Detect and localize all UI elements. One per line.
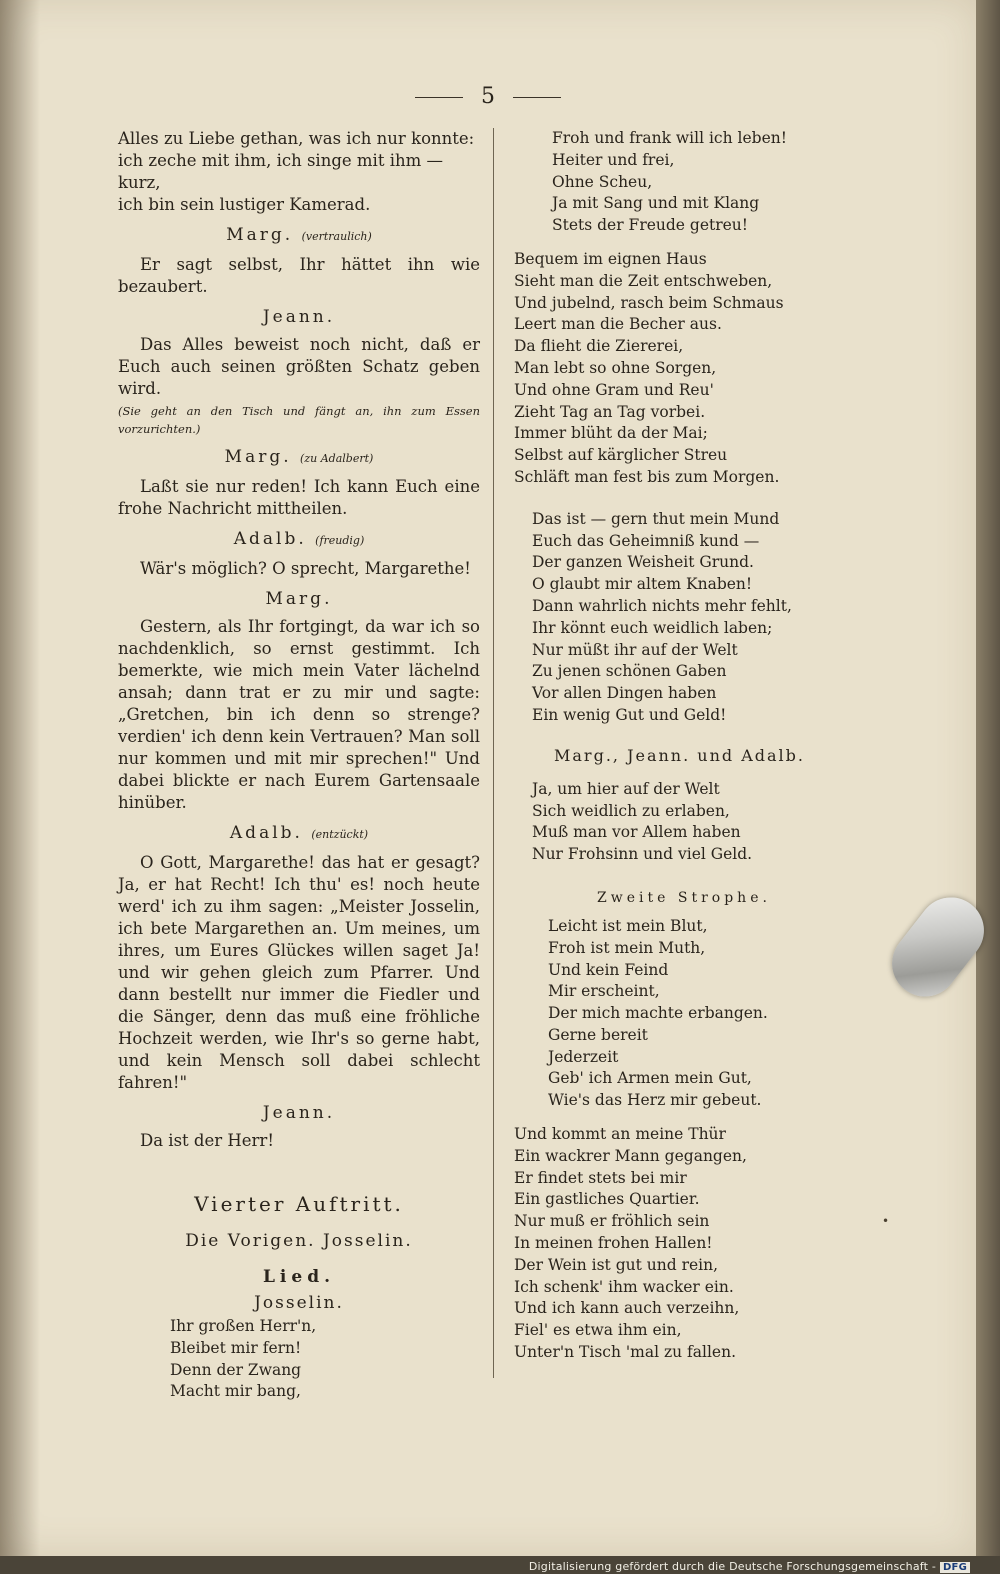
verse-line: Heiter und frei,: [552, 150, 675, 169]
verse-line: Leert man die Becher aus.: [514, 315, 722, 334]
speaker-name: Marg.: [224, 447, 292, 467]
verse-block-3: [532, 509, 814, 727]
speaker-jeann: [118, 306, 480, 328]
stage-note: (vertraulich): [301, 230, 372, 243]
verse-line: Gerne bereit: [548, 1025, 648, 1044]
verse-line: Bequem im eignen Haus: [514, 249, 707, 268]
verse-line: Vor allen Dingen haben: [532, 684, 717, 703]
verse-line: Ich schenk' ihm wacker ein.: [514, 1277, 734, 1296]
verse-line: Der Wein ist gut und rein,: [514, 1255, 719, 1274]
song-singer: Josselin.: [254, 1293, 344, 1313]
verse-block-5: [548, 916, 814, 1112]
paragraph-1-line: ich bin sein lustiger Kamerad.: [118, 195, 371, 214]
speaker-name: Jeann.: [262, 1103, 336, 1123]
verse-line: Zieht Tag an Tag vorbei.: [514, 402, 706, 421]
left-column: [118, 128, 480, 1403]
verse-line: Zu jenen schönen Gaben: [532, 662, 727, 681]
verse-line: Denn der Zwang: [170, 1360, 302, 1379]
verse-line: Leicht ist mein Blut,: [548, 916, 708, 935]
verse-line: Sich weidlich zu erlaben,: [532, 801, 730, 820]
verse-line: Macht mir bang,: [170, 1382, 301, 1401]
song-title: Lied.: [262, 1267, 336, 1287]
stage-direction: (Sie geht an den Tisch und fängt an, ihn zum Essen vorzurichten.): [118, 404, 480, 436]
speaker-marg: [118, 224, 480, 248]
verse-line: Bleibet mir fern!: [170, 1338, 302, 1357]
strophe-heading: Zweite Strophe.: [597, 889, 771, 906]
verse-line: Und ohne Gram und Reu': [514, 380, 714, 399]
verse-line: Froh ist mein Muth,: [548, 938, 706, 957]
paragraph-1: [118, 128, 480, 216]
dfg-logo: DFG: [940, 1562, 970, 1573]
verse-line: Er findet stets bei mir: [514, 1168, 687, 1187]
verse-line: Nur Frohsinn und viel Geld.: [532, 845, 753, 864]
dfg-credit: [529, 1560, 970, 1573]
column-divider: [493, 128, 494, 1378]
verse-line: Nur müßt ihr auf der Welt: [532, 640, 738, 659]
verse-block-1: [552, 128, 814, 237]
page-number-text: 5: [481, 84, 495, 109]
page-binding-shadow: [0, 0, 40, 1556]
verse-line: Das ist — gern thut mein Mund: [532, 509, 780, 528]
verse-line: In meinen frohen Hallen!: [514, 1234, 713, 1253]
speaker-jeann: [118, 1102, 480, 1124]
verse-line: Und ich kann auch verzeihn,: [514, 1299, 740, 1318]
verse-line: Unter'n Tisch 'mal zu fallen.: [514, 1343, 737, 1362]
verse-line: Sieht man die Zeit entschweben,: [514, 271, 773, 290]
paragraph-3: Das Alles beweist noch nicht, daß er Euch auch seinen größten Schatz geben wird.: [118, 335, 480, 398]
paragraph-1-line: Alles zu Liebe gethan, was ich nur konnte:: [118, 129, 475, 148]
verse-line: Selbst auf kärglicher Streu: [514, 446, 728, 465]
verse-line: Und kommt an meine Thür: [514, 1125, 726, 1144]
speaker-adalb: [118, 528, 480, 552]
page-number-rule-left: [415, 97, 463, 98]
dfg-credit-text: Digitalisierung gefördert durch die Deutsche Forschungsgemeinschaft -: [528, 1560, 937, 1573]
verse-line: Ohne Scheu,: [552, 172, 653, 191]
paragraph-4: Laßt sie nur reden! Ich kann Euch eine frohe Nachricht mittheilen.: [118, 477, 480, 518]
verse-line: Stets der Freude getreu!: [552, 216, 749, 235]
verse-line: Wie's das Herz mir gebeut.: [548, 1091, 762, 1110]
verse-line: Da flieht die Ziererei,: [514, 337, 684, 356]
verse-line: Ja, um hier auf der Welt: [532, 779, 720, 798]
verse-block-4: [532, 779, 814, 866]
print-mark: •: [882, 1214, 890, 1228]
paragraph-5: Wär's möglich? O sprecht, Margarethe!: [140, 559, 471, 578]
verse-line: Muß man vor Allem haben: [532, 823, 741, 842]
verse-line: Der ganzen Weisheit Grund.: [532, 553, 754, 572]
verse-line: Dann wahrlich nichts mehr fehlt,: [532, 596, 792, 615]
verse-line: Fiel' es etwa ihm ein,: [514, 1321, 682, 1340]
speaker-name: Jeann.: [262, 307, 336, 327]
trio-heading: Marg., Jeann. und Adalb.: [554, 745, 805, 765]
verse-line: Mir erscheint,: [548, 982, 660, 1001]
scene-title: Vierter Auftritt.: [194, 1192, 404, 1216]
verse-line: Ja mit Sang und mit Klang: [552, 194, 760, 213]
speaker-name: Marg.: [226, 225, 294, 245]
paragraph-7: O Gott, Margarethe! das hat er gesagt? Ja, er hat Recht! Ich thu' es! noch heute werd' ich zu ihm sagen: „Meister Josselin, ich bete Margarethen an. Um meines, um ihres, um Eures Glückes willen saget Ja! und wir gehen gleich zum Pfarrer. Und dann bestellt nur immer die Fiedler und die Sänger, denn das muß eine fröhliche Hochzeit werden, wie Ihr's so gerne habt, und kein Mensch soll dabei schlecht fahren!": [118, 853, 480, 1092]
speaker-name: Adalb.: [233, 529, 307, 549]
scene-persons: Die Vorigen. Josselin.: [185, 1231, 413, 1251]
verse-line: Und kein Feind: [548, 960, 669, 979]
verse-line: Jederzeit: [548, 1047, 619, 1066]
verse-line: Ein wenig Gut und Geld!: [532, 705, 727, 724]
verse-line: Immer blüht da der Mai;: [514, 424, 708, 443]
paragraph-6: Gestern, als Ihr fortgingt, da war ich so nachdenklich, so ernst gestimmt. Ich bemerkte, wie mich mein Vater lächelnd ansah; dann trat er zu mir und sagte: „Gretchen, bin ich denn so strenge? verdien' ich denn kein Vertrauen? Man soll nur kommen und mit mir sprechen!" Und dabei blickte er nach Eurem Gartensaale hinüber.: [118, 617, 480, 812]
speaker-name: Marg.: [265, 589, 333, 609]
verse-line: O glaubt mir altem Knaben!: [532, 575, 753, 594]
speaker-marg: [118, 446, 480, 470]
verse-line: Ihr großen Herr'n,: [170, 1317, 317, 1335]
right-column: [514, 128, 814, 1364]
verse-line: Ein wackrer Mann gegangen,: [514, 1146, 747, 1165]
verse-line: Ein gastliches Quartier.: [514, 1190, 700, 1209]
verse-line: Nur muß er fröhlich sein: [514, 1212, 710, 1231]
page-number-rule-right: [513, 97, 561, 98]
scan-background-right: [976, 0, 1000, 1574]
page-number: [0, 84, 976, 109]
paragraph-1-line: ich zeche mit ihm, ich singe mit ihm — kurz,: [118, 151, 443, 192]
verse-line: Geb' ich Armen mein Gut,: [548, 1069, 752, 1088]
verse-block-6: [514, 1124, 814, 1364]
stage-note: (zu Adalbert): [300, 452, 374, 465]
verse-block-2: [514, 249, 814, 489]
speaker-adalb: [118, 822, 480, 846]
verse-line: Froh und frank will ich leben!: [552, 129, 787, 147]
verse-line: Schläft man fest bis zum Morgen.: [514, 467, 780, 486]
paragraph-8: Da ist der Herr!: [140, 1131, 274, 1150]
paragraph-2: Er sagt selbst, Ihr hättet ihn wie bezaubert.: [118, 255, 480, 296]
stage-note: (entzückt): [311, 828, 369, 841]
speaker-name: Adalb.: [229, 823, 303, 843]
verse-line: Der mich machte erbangen.: [548, 1004, 768, 1023]
verse-line: Euch das Geheimniß kund —: [532, 531, 760, 550]
verse-line: Man lebt so ohne Sorgen,: [514, 358, 717, 377]
stage-note: (freudig): [315, 534, 365, 547]
verse-line: Ihr könnt euch weidlich laben;: [532, 618, 773, 637]
song-verse: [170, 1316, 480, 1403]
verse-line: Und jubelnd, rasch beim Schmaus: [514, 293, 784, 312]
speaker-marg: [118, 588, 480, 610]
